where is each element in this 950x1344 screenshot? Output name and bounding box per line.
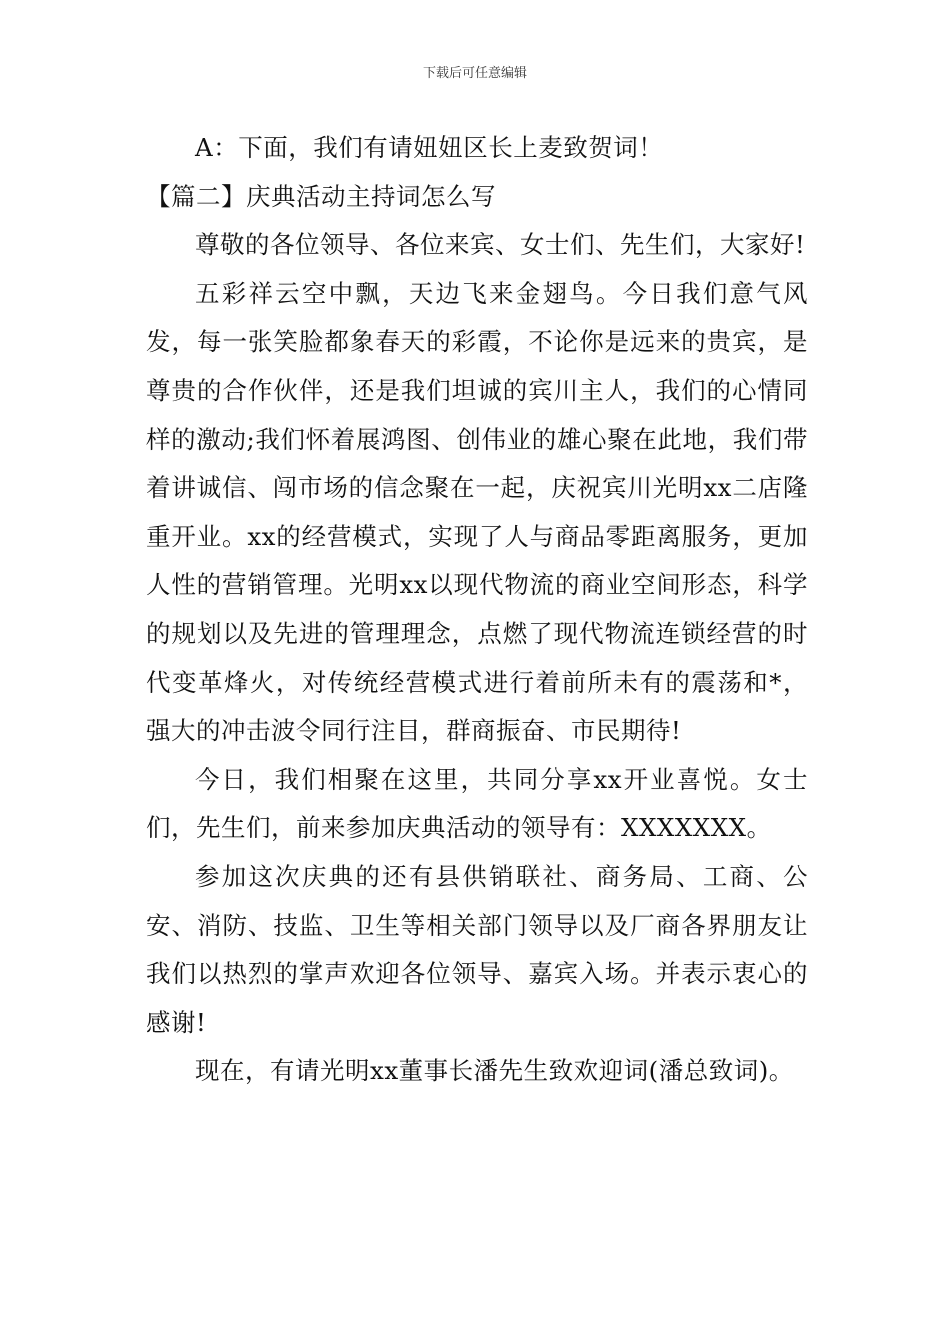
paragraph-departments-welcome: 参加这次庆典的还有县供销联社、商务局、工商、公安、消防、技监、卫生等相关部门领导以及厂商各界朋友让我们以热烈的掌声欢迎各位领导、嘉宾入场。并表示衷心的感谢! bbox=[146, 861, 808, 1037]
document-body bbox=[146, 124, 808, 1096]
paragraph-invite-district-head: A：下面，我们有请妞妞区长上麦致贺词！ bbox=[195, 133, 664, 162]
paragraph-chairman-speech: 现在，有请光明xx董事长潘先生致欢迎词(潘总致词)。 bbox=[195, 1056, 794, 1086]
paragraph-opening-speech: 五彩祥云空中飘，天边飞来金翅鸟。今日我们意气风发，每一张笑脸都象春天的彩霞，不论你是远来的贵宾，是尊贵的合作伙伴，还是我们坦诚的宾川主人，我们的心情同样的激动;我们怀着展鸿图、创伟业的雄心聚在此地，我们带着讲诚信、闯市场的信念聚在一起，庆祝宾川光明xx二店隆重开业。xx的经营模式，实现了人与商品零距离服务，更加人性的营销管理。光明xx以现代物流的商业空间形态，科学的规划以及先进的管理理念，点燃了现代物流连锁经营的时代变革烽火，对传统经营模式进行着前所未有的震荡和*，强大的冲击波令同行注目，群商振奋、市民期待! bbox=[146, 278, 808, 746]
page-header-note: 下载后可任意编辑 bbox=[422, 66, 527, 81]
paragraph-guests-intro: 今日，我们相聚在这里，共同分享xx开业喜悦。女士们，先生们，前来参加庆典活动的领导有：XXXXXXX。 bbox=[146, 764, 808, 843]
paragraph-greeting: 尊敬的各位领导、各位来宾、女士们、先生们，大家好! bbox=[195, 230, 806, 260]
section-heading: 【篇二】庆典活动主持词怎么写 bbox=[146, 181, 496, 211]
